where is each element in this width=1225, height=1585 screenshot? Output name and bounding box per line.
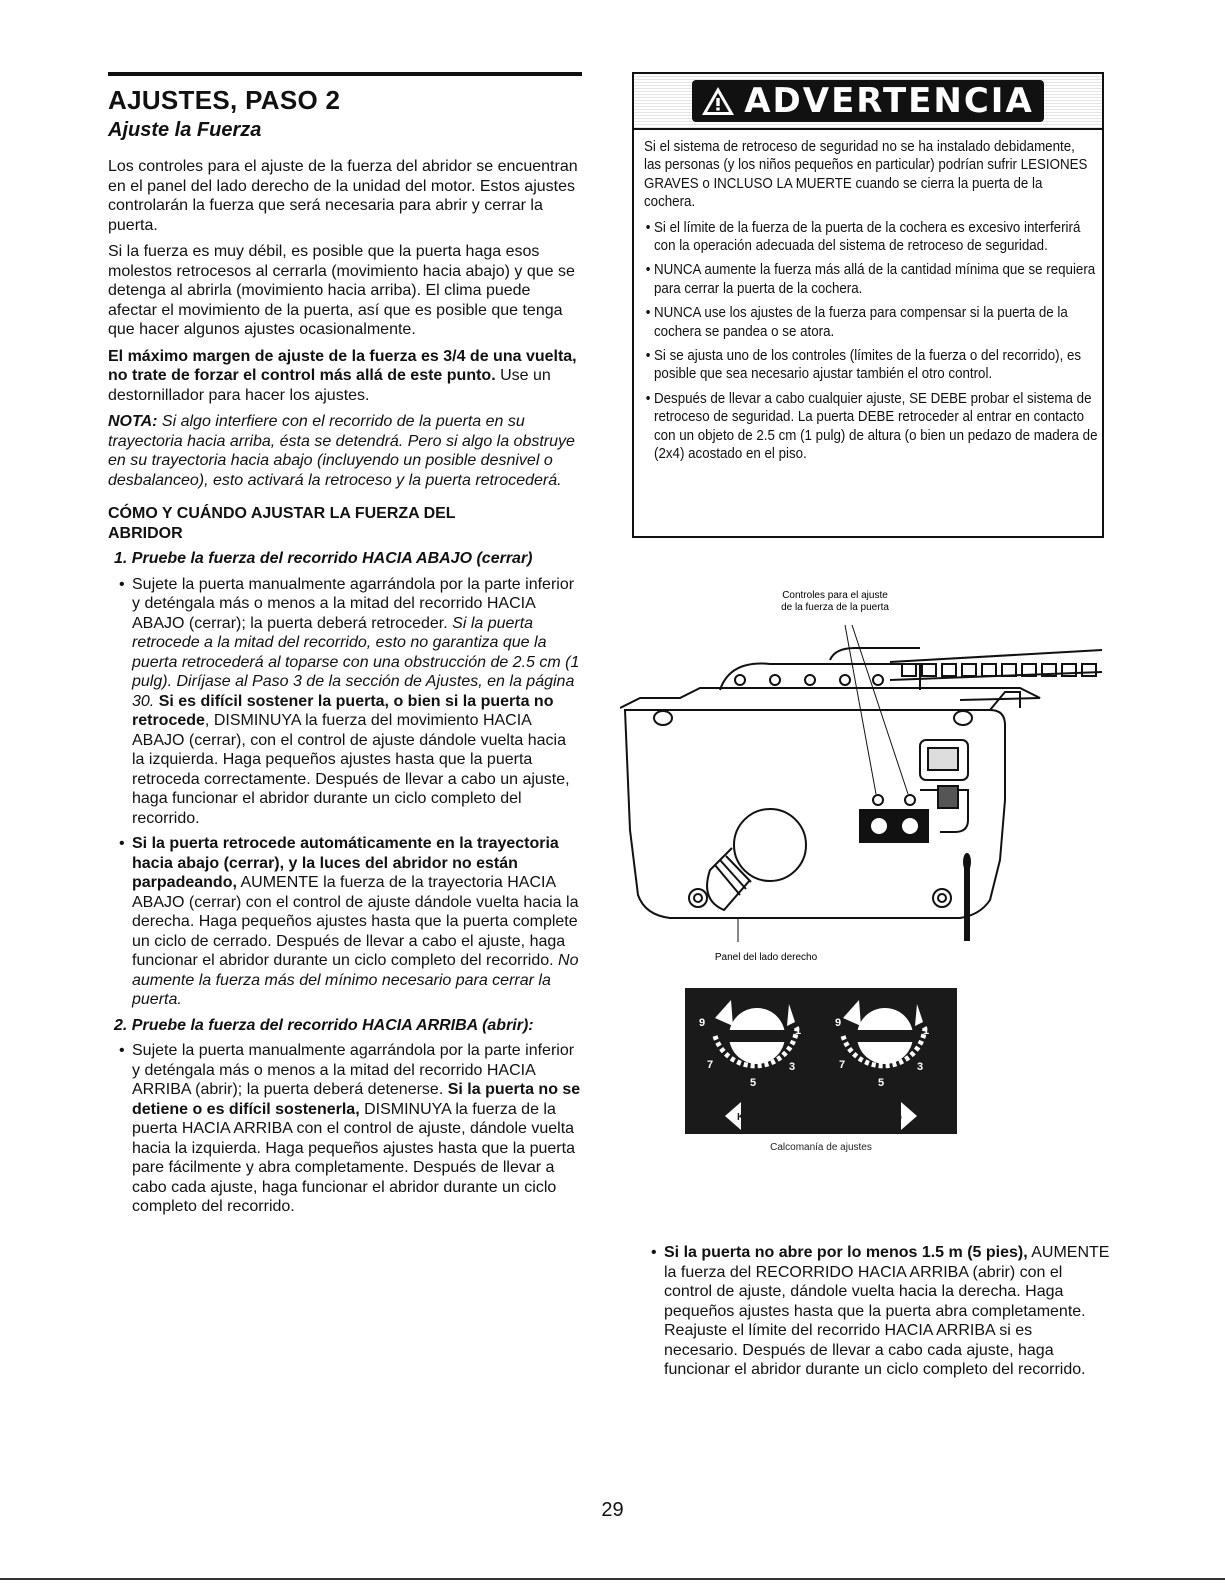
right-dial-number: 9	[835, 1017, 842, 1029]
left-kg-label: KG	[737, 1112, 752, 1123]
page-number: 29	[601, 1499, 624, 1521]
left-column	[108, 72, 582, 1223]
callout-label-line-2: de la fuerza de la puerta	[781, 602, 889, 613]
note-paragraph	[108, 412, 582, 490]
page-title: AJUSTES, PASO 2	[108, 85, 341, 115]
panel-caption: Panel del lado derecho	[714, 952, 818, 963]
step-2-bullet-2-text: AUMENTE la fuerza del RECORRIDO HACIA ARRIBA (abrir) con el control de ajuste, dándole vuelta hacia la derecha. Haga pequeños ajustes hasta que la puerta abra completamente. Reajuste el límite del recorrido HACIA ARRIBA si es necesario. Después de llevar a cabo cada ajuste, haga funcionar el abridor durante un ciclo completo del recorrido.	[664, 1244, 1110, 1378]
page-subtitle: Ajuste la Fuerza	[108, 119, 262, 141]
warning-body	[634, 130, 1102, 464]
decal-caption: Calcomanía de ajustes	[770, 1142, 872, 1153]
step-2-list	[108, 1041, 582, 1217]
warning-intro: Si el sistema de retroceso de seguridad no se ha instalado debidamente, las personas (y los niños pequeños en particular) podrían sufrir LESIONES GRAVES o INCLUSO LA MUERTE cuando se cierra la puerta de la cochera.	[644, 139, 1088, 211]
right-kg-label: KG	[887, 1112, 902, 1123]
right-dial-number: 5	[878, 1077, 885, 1089]
step-2-bullet-1-bold: Si la puerta no se detiene o es difícil sostenerla,	[132, 1081, 581, 1118]
title-rule	[108, 72, 582, 76]
step-2-title: 2. Pruebe la fuerza del recorrido HACIA ARRIBA (abrir):	[114, 1016, 534, 1034]
warning-title	[692, 80, 1044, 122]
step-1-title: 1. Pruebe la fuerza del recorrido HACIA ABAJO (cerrar)	[114, 550, 533, 567]
screwdriver-note: Use un destornillador para hacer los ajustes.	[108, 367, 551, 404]
max-adjust-warning: El máximo margen de ajuste de la fuerza es 3/4 de una vuelta, no trate de forzar el control más allá de este punto.	[108, 347, 577, 384]
right-dial-number: 1	[923, 1025, 930, 1037]
warning-title-text: ADVERTENCIA	[744, 81, 1034, 121]
step-1-list	[108, 575, 582, 1010]
warning-item: • Si se ajusta uno de los controles (límites de la fuerza o del recorrido), es posible que sea necesario ajustar también el otro control.	[654, 347, 1105, 384]
note-label: NOTA:	[108, 413, 158, 430]
step-1-bullet-1	[132, 575, 582, 829]
left-dial-number: 9	[699, 1017, 706, 1029]
right-dial-number: 3	[917, 1061, 924, 1073]
step-1-bullet-1-bold: Si es difícil sostener la puerta, o bien si la puerta no retrocede	[132, 692, 554, 729]
intro-paragraph-2: Si la fuerza es muy débil, es posible que la puerta haga esos molestos retrocesos al cerrarla (movimiento hacia abajo) y que se detenga al abrirla (movimiento hacia arriba). El clima puede afectar el movimiento de la puerta, así que es posible que tenga que hacer algunos ajustes ocasionalmente.	[108, 243, 575, 338]
step-2-list-continued	[648, 1243, 1110, 1380]
bottom-rule	[0, 1578, 1225, 1580]
how-to-heading: CÓMO Y CUÁNDO AJUSTAR LA FUERZA DEL ABRIDOR	[108, 505, 456, 542]
warning-item: • Si el límite de la fuerza de la puerta de la cochera es excesivo interferirá con la operación adecuada del sistema de retroceso de seguridad.	[654, 219, 1105, 256]
adjustment-decal	[685, 988, 960, 1136]
step-1-bullet-2-bold: Si la puerta retrocede automáticamente en la trayectoria hacia abajo (cerrar), y la luces del abridor no están parpadeando,	[132, 835, 559, 891]
step-1-bullet-2	[132, 834, 582, 1010]
step-1-bullet-1-rest: , DISMINUYA la fuerza del movimiento HACIA ABAJO (cerrar), con el control de ajuste dándole vuelta hacia la izquierda. Haga pequeños ajustes hasta que la puerta retroceda correctamente. Después de llevar a cabo un ajuste, haga funcionar el abridor durante un ciclo completo del recorrido.	[132, 712, 570, 827]
step-2-bullet-2-bold: Si la puerta no abre por lo menos 1.5 m (5 pies),	[664, 1244, 1028, 1261]
right-dial-number: 7	[839, 1059, 846, 1071]
warning-list	[644, 219, 1098, 464]
callout-label-line-1: Controles para el ajuste	[782, 590, 888, 601]
warning-item: • NUNCA use los ajustes de la fuerza para compensar si la puerta de la cochera se pandea o se atora.	[654, 304, 1105, 341]
intro-paragraph-3	[108, 347, 582, 406]
step-2-bullet-2	[664, 1243, 1110, 1380]
step-1-bullet-1-italic: Si la puerta retrocede a la mitad del recorrido, esto no garantiza que la puerta retrocederá al toparse con una obstrucción de 2.5 cm (1 pulg). Diríjase al Paso 3 de la sección de Ajustes, en la página 30.	[132, 614, 580, 710]
left-dial-number: 5	[750, 1077, 757, 1089]
step-1-bullet-2-italic: No aumente la fuerza más del mínimo necesario para cerrar la puerta.	[132, 952, 579, 1008]
warning-item: • NUNCA aumente la fuerza más allá de la cantidad mínima que se requiera para cerrar la puerta de la cochera.	[654, 261, 1105, 298]
left-dial-number: 7	[707, 1059, 714, 1071]
warning-box	[632, 72, 1104, 538]
step-2-bullet-1-rest: DISMINUYA la fuerza de la puerta HACIA ARRIBA con el control de ajuste, dándole vuelta hacia la izquierda. Haga pequeños ajustes hasta que la puerta pare fácilmente y abra completamente. Después de llevar a cabo cada ajuste, haga funcionar el abridor durante un ciclo completo del recorrido.	[132, 1100, 575, 1215]
note-text: Si algo interfiere con el recorrido de la puerta en su trayectoria hacia arriba, ésta se detendrá. Pero si algo la obstruye en su trayectoria hacia abajo (incluyendo un posible desnivel o desbalanceo), esto activará la retroceso y la puerta retrocederá.	[108, 413, 575, 489]
warning-triangle-icon	[700, 85, 736, 117]
left-dial-number: 3	[789, 1061, 796, 1073]
step-2-continued	[648, 1243, 1110, 1386]
intro-paragraph-1: Los controles para el ajuste de la fuerza del abridor se encuentran en el panel del lado derecho de la unidad del motor. Estos ajustes controlarán la fuerza que será necesaria para abrir y cerrar la puerta.	[108, 158, 578, 234]
step-2-bullet-1-text: Sujete la puerta manualmente agarrándola por la parte inferior y deténgala más o menos a la mitad del recorrido HACIA ARRIBA (abrir); la puerta deberá detenerse.	[132, 1042, 575, 1098]
motor-unit-diagram	[620, 580, 1110, 980]
step-2-bullet-1	[132, 1041, 582, 1217]
warning-item: • Después de llevar a cabo cualquier ajuste, SE DEBE probar el sistema de retroceso de seguridad. La puerta DEBE retroceder al entrar en contacto con un objeto de 2.5 cm (1 pulg) de altura (o bien un pedazo de madera de (2x4) acostado en el piso.	[654, 390, 1105, 464]
right-column	[632, 72, 1108, 538]
warning-header	[634, 74, 1102, 130]
step-1-bullet-2-text: AUMENTE la fuerza de la trayectoria HACIA ABAJO (cerrar) con el control de ajuste dándole vuelta hacia la derecha. Haga pequeños ajustes hasta que la puerta complete un ciclo de cerrado. Después de llevar a cabo el ajuste, haga funcionar el abridor durante un ciclo completo del recorrido.	[132, 874, 579, 969]
left-dial-number: 1	[795, 1025, 802, 1037]
step-1-bullet-1-text: Sujete la puerta manualmente agarrándola por la parte inferior y deténgala más o menos a la mitad del recorrido HACIA ABAJO (cerrar); la puerta deberá retroceder.	[132, 575, 575, 632]
